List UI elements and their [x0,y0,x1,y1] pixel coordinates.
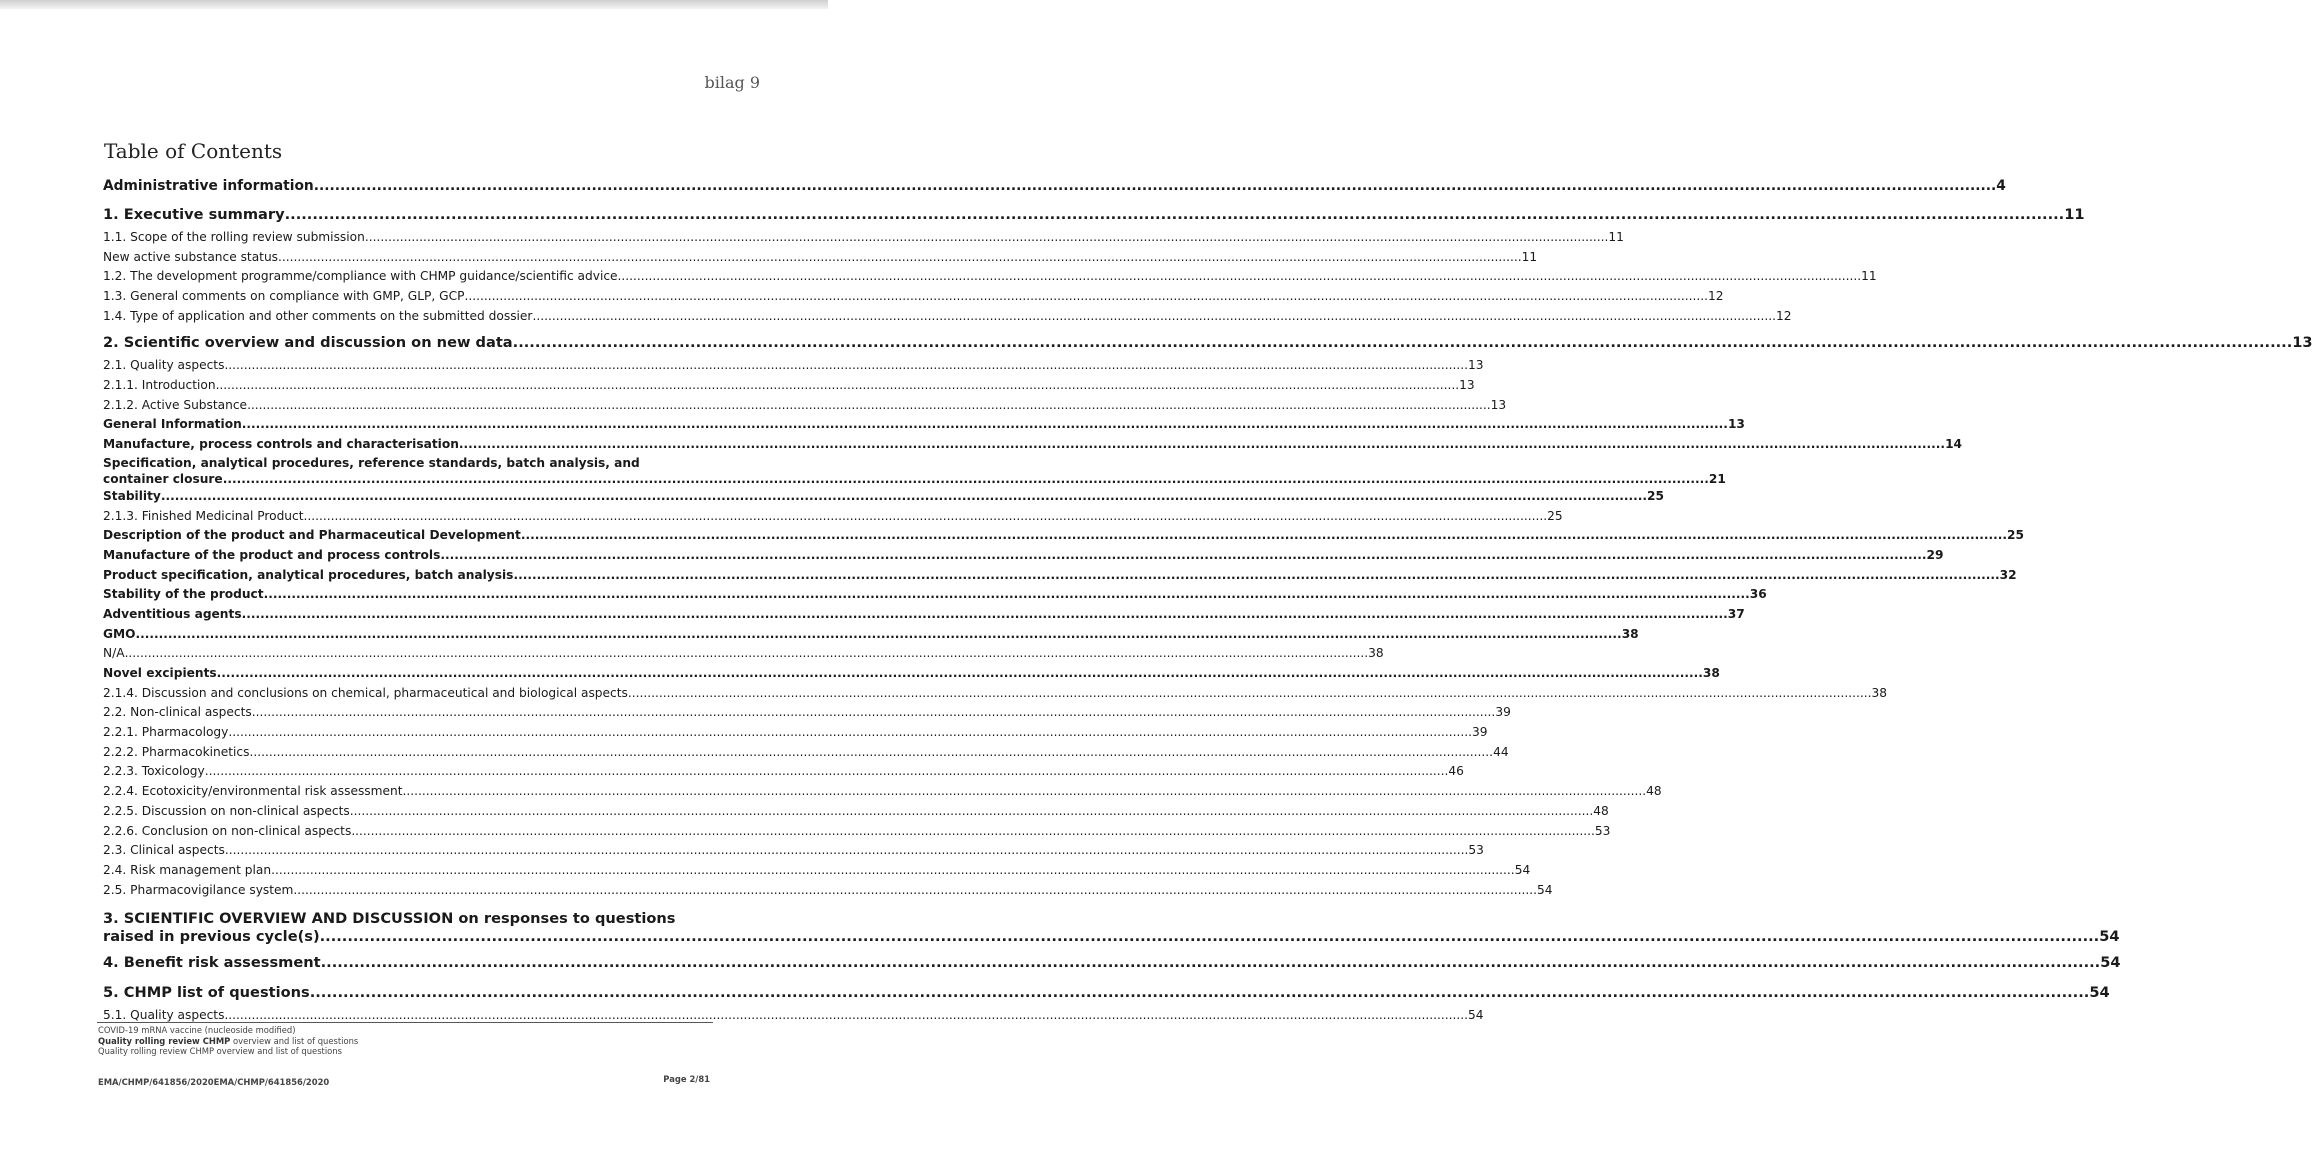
toc-entry[interactable] [103,356,1484,376]
toc-entry-text: 1.4. Type of application and other comments on the submitted dossier [103,308,533,323]
toc-entry-text: 5. CHMP list of questions [103,984,310,1002]
toc-entry[interactable] [103,585,1767,605]
toc-entry-text: Description of the product and Pharmaceutical Development [103,528,521,543]
toc-entry-text: 2.5. Pharmacovigilance system [103,882,294,897]
toc-entry[interactable] [103,703,1511,723]
table-of-contents [103,174,2313,1026]
toc-entry[interactable] [103,455,1726,487]
toc-leader [264,585,1750,605]
toc-entry[interactable] [103,526,2024,546]
toc-leader [242,605,1728,625]
toc-entry[interactable] [103,435,1963,455]
footer-divider [97,1022,713,1023]
toc-page-number: 39 [1471,725,1488,740]
toc-page-number: 54 [1514,862,1531,877]
footer-line-2-rest: overview and list of questions [230,1035,359,1046]
toc-leader [225,841,1469,861]
toc-leader [459,435,1945,455]
toc-entry[interactable] [103,416,1745,436]
toc-leader [216,376,1460,396]
toc-leader [223,471,1709,487]
toc-entry-text: 2.2.2. Pharmacokinetics [103,744,250,759]
toc-page-number: 53 [1594,823,1611,838]
toc-page-number: 14 [1945,437,1963,452]
toc-entry-text: 2.1.4. Discussion and conclusions on chemical, pharmaceutical and biological aspects [103,685,628,700]
toc-entry[interactable] [103,802,1609,822]
toc-entry-text: New active substance status [103,249,279,264]
toc-page-number: 25 [1647,488,1665,503]
toc-leader [464,287,1708,307]
toc-entry-text: 2.1.3. Finished Medicinal Product [103,508,304,523]
toc-leader [618,267,1862,287]
toc-entry[interactable] [103,376,1475,396]
toc-leader [513,330,2293,356]
footer-line-2-bold: Quality rolling review CHMP [98,1035,231,1046]
toc-page-number: 13 [1490,397,1507,412]
toc-leader [521,526,2007,546]
toc-page-number: 12 [1708,289,1724,304]
toc-page-number: 29 [1926,547,1944,562]
toc-leader [224,356,1468,376]
toc-entry[interactable] [103,487,1665,507]
toc-entry-text: GMO [103,626,136,641]
toc-page-number: 13 [1459,378,1475,393]
toc-entry[interactable] [103,546,1944,566]
toc-page-number: 39 [1495,705,1511,720]
toc-entry[interactable] [103,841,1484,861]
toc-page-number: 21 [1708,471,1726,486]
toc-page-number: 37 [1727,606,1745,621]
toc-page-number: 36 [1749,587,1767,602]
toc-entry-text: 1.3. General comments on compliance with GMP, GLP, GCP [103,289,465,304]
annex-label: bilag 9 [704,73,760,92]
toc-entry[interactable] [103,396,1507,416]
toc-entry-text: 5.1. Quality aspects [103,1008,225,1023]
toc-leader [351,822,1595,842]
toc-entry[interactable] [103,1006,1484,1026]
toc-leader [161,487,1647,507]
toc-entry-text: 2.1.1. Introduction [103,378,216,393]
toc-page-number: 13 [1468,358,1484,373]
toc-entry[interactable] [103,307,1792,327]
toc-leader [320,928,2100,946]
toc-entry-text: 2.2.4. Ecotoxicity/environmental risk assessment [103,784,403,799]
toc-entry[interactable] [103,980,2110,1006]
toc-leader [228,723,1472,743]
toc-entry[interactable] [103,782,1662,802]
toc-title: Table of Contents [104,139,283,163]
toc-entry-text: 1. Executive summary [103,206,285,223]
footer-line-3: Quality rolling review CHMP overview and list of questions [98,1046,342,1057]
toc-leader [293,881,1537,901]
toc-entry-text: Manufacture of the product and process controls [103,547,441,562]
toc-entry-text: General Information [103,417,242,432]
toc-page-number: 54 [1468,1008,1484,1023]
document-reference: EMA/CHMP/641856/2020EMA/CHMP/641856/2020 [98,1077,330,1087]
toc-entry-text: 2.3. Clinical aspects [103,843,225,858]
toc-page-number: 13 [2292,334,2313,352]
toc-entry[interactable] [103,822,1611,842]
toc-entry-text: Stability of the product [103,587,264,602]
toc-entry[interactable] [103,228,1624,248]
toc-entry[interactable] [103,507,1563,527]
toc-entry-text: 3. SCIENTIFIC OVERVIEW AND DISCUSSION on responses to questions [103,910,676,928]
toc-entry-text: 1.2. The development programme/compliance with CHMP guidance/scientific advice [103,269,618,284]
toc-leader [136,625,1622,645]
toc-leader [249,743,1493,763]
toc-entry-text: Specification, analytical procedures, reference standards, batch analysis, and [103,455,640,470]
toc-leader [125,644,1369,664]
toc-page-number: 54 [2089,984,2110,1002]
footer-line-2 [98,1036,358,1047]
toc-page-number: 11 [1608,229,1624,244]
toc-entry[interactable] [103,910,2120,946]
toc-page-number: 54 [2100,954,2121,972]
toc-leader [252,703,1496,723]
toc-gap [103,900,715,904]
toc-leader [440,546,1926,566]
toc-entry-text: Stability [103,488,161,503]
toc-leader [271,861,1515,881]
toc-entry[interactable] [103,881,1553,901]
toc-entry-text: 2.4. Risk management plan [103,862,272,877]
toc-entry[interactable] [103,743,1509,763]
toc-leader [314,174,1996,198]
toc-entry-text-cont: container closure [103,471,223,486]
toc-leader [365,228,1609,248]
toc-page-number: 25 [1547,508,1563,523]
toc-entry-text: Novel excipients [103,666,217,681]
toc-entry[interactable] [103,330,2313,356]
toc-entry[interactable] [103,174,2006,198]
toc-leader [217,664,1703,684]
toc-entry-text: Administrative information [103,178,314,194]
toc-page-number: 53 [1468,843,1484,858]
toc-leader [304,507,1548,527]
toc-page-number: 38 [1871,685,1887,700]
toc-leader [285,202,2065,228]
toc-leader [321,950,2101,976]
scan-edge [0,0,828,9]
toc-entry-text: 2.2.1. Pharmacology [103,725,229,740]
toc-entry-text-cont: raised in previous cycle(s) [103,928,320,946]
toc-entry[interactable] [103,202,2085,228]
toc-entry-text: Manufacture, process controls and characterisation [103,437,459,452]
toc-page-number: 48 [1646,784,1662,799]
toc-entry-text: 2.2.5. Discussion on non-clinical aspects [103,803,350,818]
toc-page-number: 11 [2064,206,2085,223]
toc-leader [310,980,2090,1006]
toc-entry-text: 1.1. Scope of the rolling review submission [103,229,365,244]
toc-entry[interactable] [103,763,1464,783]
toc-entry-text: 2.1.2. Active Substance [103,397,248,412]
toc-entry[interactable] [103,566,2017,586]
toc-entry[interactable] [103,684,1887,704]
toc-page-number: 13 [1727,417,1745,432]
toc-leader [224,1006,1468,1026]
toc-page-number: 38 [1621,626,1639,641]
toc-page-number: 54 [1536,882,1553,897]
toc-page-number: 46 [1448,764,1464,779]
toc-entry[interactable] [103,605,1745,625]
page-number: Page 2/81 [663,1074,710,1084]
toc-page-number: 12 [1776,308,1792,323]
toc-entry[interactable] [103,248,1538,268]
toc-entry-text: 2.2.6. Conclusion on non-clinical aspects [103,823,352,838]
toc-entry-text: N/A [103,646,125,661]
toc-entry-text: Adventitious agents [103,606,242,621]
toc-page-number: 32 [1999,567,2017,582]
toc-page-number: 54 [2099,928,2120,946]
toc-page-number: 38 [1368,646,1384,661]
footer-product [98,1025,358,1057]
toc-leader [628,684,1872,704]
toc-entry-text: 2. Scientific overview and discussion on new data [103,334,513,352]
toc-entry-text: Product specification, analytical procedures, batch analysis [103,567,514,582]
toc-entry[interactable] [103,625,1639,645]
toc-entry-text: 2.2.3. Toxicology [103,764,205,779]
toc-page-number: 11 [1861,269,1877,284]
toc-leader [242,415,1728,435]
toc-leader [247,396,1491,416]
toc-entry-text: 2.2. Non-clinical aspects [103,705,252,720]
toc-entry-text: 2.1. Quality aspects [103,358,225,373]
toc-leader [350,802,1594,822]
toc-leader [513,566,1999,586]
toc-page-number: 4 [1996,178,2006,194]
toc-page-number: 38 [1702,666,1720,681]
footer-line-1: COVID-19 mRNA vaccine (nucleoside modified) [98,1025,296,1035]
toc-page-number: 44 [1493,744,1509,759]
toc-leader [278,248,1522,268]
toc-entry[interactable] [103,861,1531,881]
toc-leader [205,762,1449,782]
toc-leader [403,782,1647,802]
toc-page-number: 11 [1521,249,1538,264]
toc-page-number: 48 [1593,803,1609,818]
toc-entry[interactable] [103,644,1384,664]
toc-entry[interactable] [103,267,1877,287]
toc-entry[interactable] [103,664,1720,684]
toc-entry[interactable] [103,950,2121,976]
toc-entry[interactable] [103,723,1488,743]
toc-page-number: 25 [2007,528,2024,543]
toc-entry[interactable] [103,287,1724,307]
toc-leader [532,307,1776,327]
toc-entry-text: 4. Benefit risk assessment [103,954,321,972]
